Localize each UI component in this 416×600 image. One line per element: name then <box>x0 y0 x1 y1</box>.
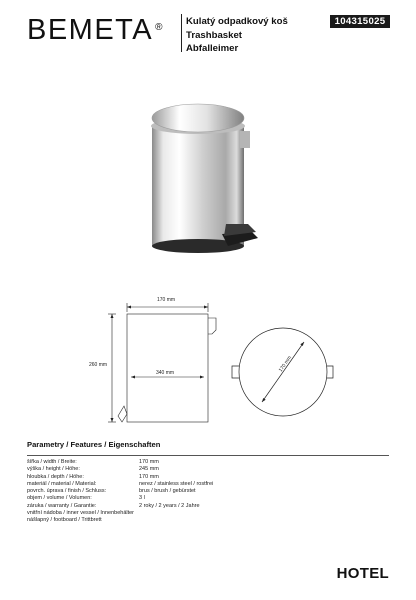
front-body-outline <box>127 314 208 422</box>
param-value: 245 mm <box>139 466 159 473</box>
param-row <box>27 488 213 495</box>
front-height-label: 260 mm <box>89 362 108 368</box>
product-name-cz: Kulatý odpadkový koš <box>186 16 288 27</box>
arrow-diam-top <box>300 342 304 346</box>
param-label: šířka / width / Breite: <box>27 459 77 465</box>
param-row <box>27 510 213 517</box>
product-name-en: Trashbasket <box>186 29 242 41</box>
front-pedal <box>118 406 127 422</box>
dim-arrows <box>111 306 209 423</box>
parameters-title: Parametry / Features / Eigenschaften <box>27 440 161 449</box>
param-label: výška / height / Höhe: <box>27 466 80 473</box>
param-row <box>27 495 213 502</box>
front-width-label: 170 mm <box>157 297 176 303</box>
param-row <box>27 474 213 481</box>
param-value: 3 l <box>139 495 145 502</box>
param-value: 2 roky / 2 years / 2 Jahre <box>139 502 200 509</box>
category-label: HOTEL <box>336 565 389 582</box>
product-code: 104315025 <box>330 15 390 28</box>
top-diameter-label: 170 mm <box>277 354 293 374</box>
param-row <box>27 459 213 466</box>
param-value: 170 mm <box>139 459 159 465</box>
param-label: povrch. úprava / finish / Schluss: <box>27 488 107 495</box>
top-view-hinge-right <box>327 366 333 378</box>
param-row <box>27 503 213 510</box>
param-row <box>27 517 213 524</box>
front-view <box>108 303 216 422</box>
param-value: nerez / stainless steel / rostfrei <box>139 480 214 487</box>
param-label: nášlapný / footboard / Trittbrett <box>27 517 102 524</box>
param-label: materiál / material / Material: <box>27 480 97 487</box>
arrow-diam-bottom <box>262 398 266 402</box>
registered-mark: ® <box>155 22 164 33</box>
arrow-inner-right <box>200 376 204 379</box>
arrow-top <box>111 314 114 318</box>
arrow-inner-left <box>131 376 135 379</box>
param-label: hloubka / depth / Höhe: <box>27 473 84 480</box>
arrow-right <box>204 306 208 309</box>
arrow-bottom <box>111 418 114 422</box>
param-row <box>27 466 213 473</box>
param-value: brus / brush / gebürstet <box>139 488 196 495</box>
inner-width-label: 340 mm <box>156 370 175 376</box>
param-label: vnitřní nádoba / inner vessel / Innenbehälter <box>27 510 135 517</box>
parameters-table <box>27 459 213 525</box>
arrow-left <box>127 306 131 309</box>
param-row <box>27 481 213 488</box>
top-view-hinge-left <box>232 366 239 378</box>
param-value: 170 mm <box>139 473 159 480</box>
front-lid-hinge <box>208 318 216 334</box>
param-label: záruka / warranty / Garantie: <box>27 502 97 509</box>
parameters-divider <box>27 455 389 456</box>
product-name-de: Abfalleimer <box>186 43 239 54</box>
logo-text: BEMETA <box>27 14 154 46</box>
param-label: objem / volume / Volumen: <box>27 495 92 502</box>
